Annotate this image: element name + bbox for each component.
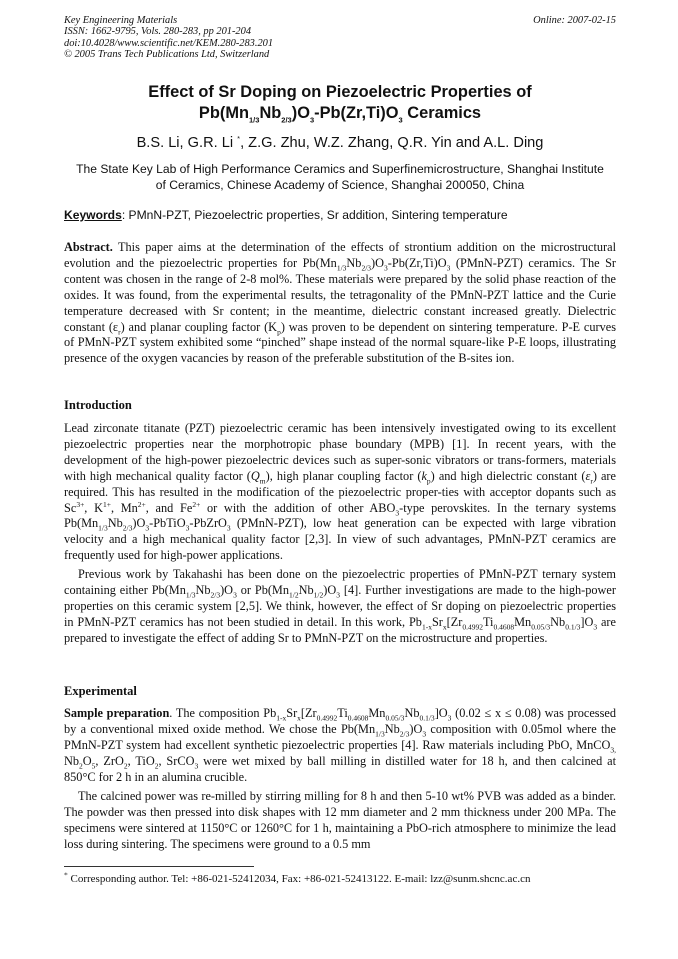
intro-text: , Mn xyxy=(110,500,138,515)
intro-text: are prepared to investigate the effect of adding Sr to PMnN-PZT on the microstructure and properties. xyxy=(64,614,616,645)
intro-text: ), high planar coupling factor ( xyxy=(265,468,422,483)
exp-sub: 1/3 xyxy=(375,729,385,739)
exp-sub: 5 xyxy=(91,761,96,771)
intro-symbol: Q xyxy=(250,468,260,483)
intro-sub: 3 xyxy=(226,523,231,533)
keywords xyxy=(64,208,616,222)
abstract-sub: 3 xyxy=(446,263,451,273)
exp-text: (0.02 ≤ x ≤ 0.08) was processed by a conventional mixed oxide method. We chose the Pb(Mn xyxy=(64,706,616,736)
intro-sub: 0.4608 xyxy=(493,622,515,632)
title-text: Ceramics xyxy=(402,104,482,122)
title-line-1: Effect of Sr Doping on Piezoelectric Properties of xyxy=(148,83,532,101)
intro-sub: 1-x xyxy=(421,622,432,632)
abstract-text: )O xyxy=(371,255,385,270)
exp-text: Sr xyxy=(286,706,298,720)
exp-sub: 2 xyxy=(123,761,128,771)
exp-sub: 0.1/3 xyxy=(419,713,435,723)
intro-text: -PbZrO xyxy=(189,516,227,531)
intro-text: ) are required. This has resulted in the modification of the piezoelectric proper-ties with acceptor dopants such as Sc xyxy=(64,468,616,515)
intro-sub: p xyxy=(426,476,431,486)
authors-text: B.S. Li, G.R. Li xyxy=(136,135,238,151)
exp-text: , SrCO xyxy=(158,753,195,768)
exp-sub: 0.4992 xyxy=(316,713,338,723)
abstract-sub: 3 xyxy=(384,263,388,273)
footnote xyxy=(64,870,624,885)
intro-sub: 2/3 xyxy=(210,590,221,600)
abstract-text: (PMnN-PZT) ceramics. The Sr content was chosen in the range of 2-8 mol%. These materials were prepared by the solid phase reaction of the oxides. It was found, from the experimental results, the tetragonality of the PMnN-PZT lattice and the Curie temperature decreased with Sr content; in the meantime, dielectric constant increased greatly. Dielectric constant (ε xyxy=(64,255,616,334)
authors-text: , Z.G. Zhu, W.Z. Zhang, Q.R. Yin and A.L. Ding xyxy=(240,135,544,151)
exp-sub: 2/3 xyxy=(399,729,410,739)
keywords-label: Keywords xyxy=(64,208,122,222)
intro-text: Ti xyxy=(482,614,494,629)
intro-sub: 3 xyxy=(395,507,400,517)
abstract-text: This paper aims at the determination of the effects of strontium addition on the microstructural evolution and the piezoelectric properties for Pb(Mn xyxy=(64,240,616,270)
exp-sub: 3 xyxy=(447,713,452,723)
intro-text: or Pb(Mn xyxy=(236,582,290,597)
exp-text: O xyxy=(82,753,92,768)
exp-text: [Zr xyxy=(300,706,317,720)
title-sub: 1/3 xyxy=(249,115,260,125)
abstract xyxy=(64,240,616,367)
journal-header xyxy=(64,15,616,60)
exp-sub: 3, xyxy=(610,745,616,755)
affiliation xyxy=(64,161,616,193)
exp-sub: 3 xyxy=(422,729,427,739)
intro-text: Lead zirconate titanate (PZT) piezoelectric ceramic has been intensively investigated owing to its excellent piezoelectric properties near the morphotropic phase boundary (MPB) [1]. In recent years, with the development of the high-power piezoelectric devices such as super-sonic vibrators or trans-formers, materials with high mechanical quality factor ( xyxy=(64,421,616,483)
abstract-text: Nb xyxy=(346,255,362,270)
intro-sub: 1/3 xyxy=(98,523,108,533)
intro-sub: 1/2 xyxy=(289,590,299,600)
exp-sub: 3 xyxy=(194,761,199,771)
intro-sub: 3 xyxy=(336,590,340,600)
intro-text: Previous work by Takahashi has been done on the piezoelectric properties of PMnN-PZT ternary system containing either Pb(Mn xyxy=(64,567,616,597)
sample-preparation-label: Sample preparation xyxy=(64,706,170,720)
online-date: Online: 2007-02-15 xyxy=(533,15,616,26)
title-sub: 2/3 xyxy=(281,115,292,125)
intro-sub: 2/3 xyxy=(122,523,133,533)
intro-text: )O xyxy=(132,516,146,531)
intro-text: or with the addition of other ABO xyxy=(200,500,396,515)
abstract-sub: 1/3 xyxy=(336,263,347,273)
abstract-text: -Pb(Zr,Ti)O xyxy=(387,255,447,270)
exp-text: Nb xyxy=(64,753,80,768)
abstract-text: ) and planar coupling factor (K xyxy=(120,319,278,334)
intro-text: [Zr xyxy=(446,614,463,629)
intro-sub: 0.1/3 xyxy=(565,622,581,632)
intro-sub: 0.05/3 xyxy=(531,622,551,632)
intro-sup: 2+ xyxy=(137,499,146,509)
paper-title xyxy=(64,82,616,124)
title-sub: 3 xyxy=(309,115,315,125)
exp-sub: 2 xyxy=(154,761,159,771)
exp-sub: 0.4608 xyxy=(347,713,369,723)
intro-text: , and Fe xyxy=(145,500,193,515)
keywords-text: : PMnN-PZT, Piezoelectric properties, Sr addition, Sintering temperature xyxy=(121,208,508,222)
footnote-mark: * xyxy=(64,870,68,880)
exp-text: Nb xyxy=(384,721,400,736)
title-sub: 3 xyxy=(398,115,403,125)
title-text: Pb(Mn xyxy=(198,104,249,122)
exp-text: , ZrO xyxy=(95,753,124,768)
introduction-heading: Introduction xyxy=(64,398,132,412)
intro-text: [4]. Further investigations are made to the high-power properties on this ceramic system [2,5]. We think, however, the effect of Sr doping on piezoelectric properties in PMnN-PZT ceramics has not been studied in detail. In this work, Pb xyxy=(64,582,616,629)
exp-text: )O xyxy=(409,721,423,736)
intro-sup: 2+ xyxy=(192,499,201,509)
intro-text: Sr xyxy=(431,614,443,629)
intro-text: )O xyxy=(323,582,337,597)
copyright-line: © 2005 Trans Tech Publications Ltd, Switzerland xyxy=(64,48,270,60)
introduction-paragraph-2 xyxy=(64,567,616,647)
journal-name: Key Engineering Materials xyxy=(64,15,178,26)
footnote-divider xyxy=(64,866,254,867)
exp-text: Ti xyxy=(337,706,348,720)
intro-sub: 3 xyxy=(185,523,190,533)
intro-sub: 3 xyxy=(593,622,598,632)
affiliation-line: The State Key Lab of High Performance Ceramics and Superfinemicrostructure, Shanghai Institute xyxy=(76,162,604,176)
intro-sub: 1/3 xyxy=(185,590,196,600)
corresponding-mark: * xyxy=(237,134,241,144)
exp-sub: 2 xyxy=(79,761,83,771)
abstract-text: ) was proven to be dependent on sintering temperature. P-E curves of PMnN-PZT system exhibited some “pinched” shape instead of the normal square-like P-E loops, illustrating presence of the oxygen vacancies by reason of the preferable substitution of the B-sites ion. xyxy=(64,319,616,366)
intro-sub: 0.4992 xyxy=(462,622,483,632)
title-text: Nb xyxy=(259,104,282,122)
abstract-sub: r xyxy=(118,326,121,336)
affiliation-line: of Ceramics, Chinese Academy of Science, Shanghai 200050, China xyxy=(155,178,525,192)
abstract-sub: 2/3 xyxy=(361,263,372,273)
experimental-paragraph-1 xyxy=(64,706,616,786)
exp-text: Nb xyxy=(404,706,420,720)
intro-text: ]O xyxy=(580,614,594,629)
title-text: )O xyxy=(291,104,310,122)
intro-text: -type perovskites. In the ternary systems Pb(Mn xyxy=(64,500,617,531)
intro-sub: r xyxy=(590,476,593,486)
exp-sub: 0.05/3 xyxy=(385,713,405,723)
intro-sup: 1+ xyxy=(102,499,111,509)
intro-symbol: k xyxy=(421,468,427,483)
exp-text: , TiO xyxy=(127,753,155,768)
author-list xyxy=(64,135,616,151)
intro-text: Nb xyxy=(195,582,211,597)
intro-sub: x xyxy=(442,622,447,632)
exp-sub: x xyxy=(297,713,301,723)
intro-text: )O xyxy=(220,582,234,597)
intro-sub: 3 xyxy=(233,590,237,600)
intro-text: (PMnN-PZT), low heat generation can be expected with large vibration velocity and a high mechanical quality factor [2,3]. In view of such advantages, PMnN-PZT ceramics are frequently used for high-power applications. xyxy=(64,516,616,563)
intro-text: , K xyxy=(84,500,103,515)
exp-text: . The composition Pb xyxy=(169,706,277,720)
exp-text: Mn xyxy=(368,706,386,720)
intro-symbol: ε xyxy=(585,468,591,483)
intro-text: ) and high dielectric constant ( xyxy=(430,468,586,483)
intro-sub: 1/2 xyxy=(313,590,324,600)
exp-text: composition with 0.05mol where the PMnN-PZT system had excellent synthetic piezoelectric properties [4]. Raw materials including PbO, MnCO xyxy=(64,721,617,752)
intro-sub: m xyxy=(259,476,266,486)
experimental-heading: Experimental xyxy=(64,684,137,698)
exp-sub: 1-x xyxy=(276,713,287,723)
title-line-2 xyxy=(64,103,616,124)
intro-sup: 3+ xyxy=(76,499,85,509)
abstract-sub: p xyxy=(277,326,281,336)
introduction-paragraph-1 xyxy=(64,421,616,564)
title-text: -Pb(Zr,Ti)O xyxy=(314,104,399,122)
experimental-paragraph-2: The calcined power was re-milled by stirring milling for 8 h and then 5-10 wt% PVB was added as a binder. The powder was then pressed into disk shapes with 12 mm diameter and 2 mm thickness under 200 MPa. The specimens were sintered at 1150°C or 1260°C for 1 h, maintaining a PbO-rich atmosphere to minimize the lead loss during sintering. The specimens were ground to a 0.5 mm xyxy=(64,789,616,851)
doi-line: doi:10.4028/www.scientific.net/KEM.280-283.201 xyxy=(64,37,274,49)
issn-line: ISSN: 1662-9795, Vols. 280-283, pp 201-204 xyxy=(64,26,252,38)
intro-text: -PbTiO xyxy=(149,516,186,531)
intro-text: Nb xyxy=(298,582,314,597)
intro-text: Nb xyxy=(107,516,123,531)
exp-text: were wet mixed by ball milling in distilled water for 18 h, and then calcined at 850°C for 2 h in an alumina crucible. xyxy=(64,753,616,784)
intro-text: Mn xyxy=(514,614,532,629)
intro-sub: 3 xyxy=(145,523,150,533)
exp-text: ]O xyxy=(434,706,448,720)
footnote-text: Corresponding author. Tel: +86-021-52412034, Fax: +86-021-52413122. E-mail: lzz@sunm.shcnc.ac.cn xyxy=(67,873,531,885)
abstract-label: Abstract. xyxy=(64,240,113,254)
intro-text: Nb xyxy=(550,614,566,629)
